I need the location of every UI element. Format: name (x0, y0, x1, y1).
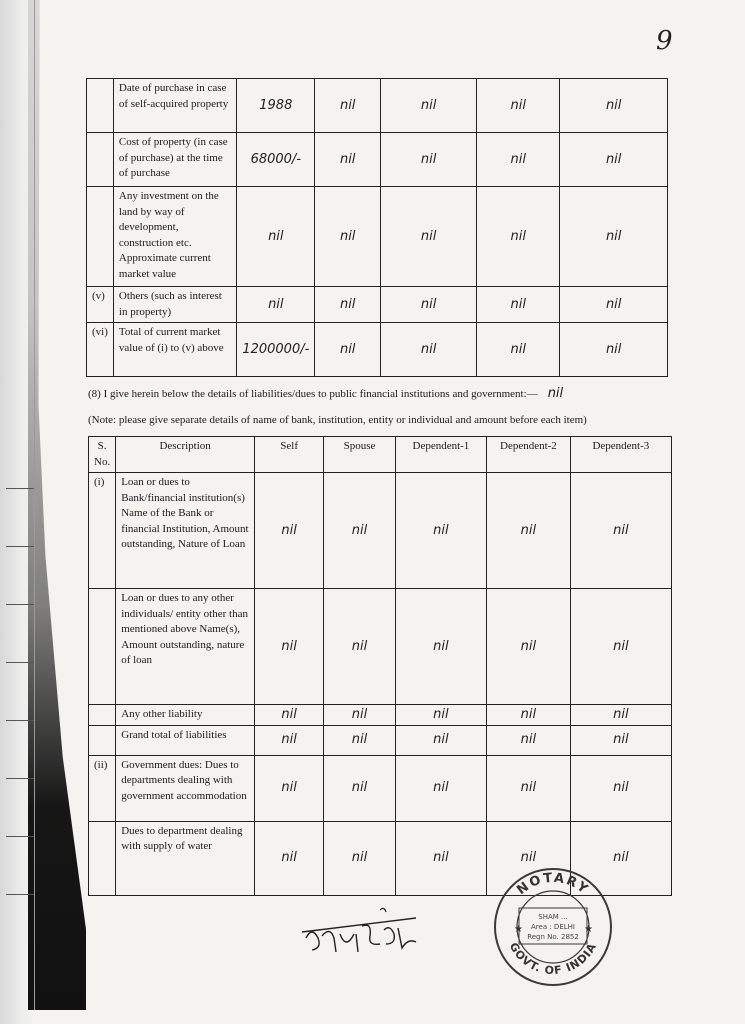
row-description: Any other liability (116, 705, 255, 726)
row-description: Loan or dues to Bank/financial institution(s) Name of the Bank or financial Institution, Amount outstanding, Nature of Loan (116, 473, 255, 589)
handwritten-value: nil (570, 705, 671, 726)
margin-tick (6, 662, 34, 663)
row-number (89, 589, 116, 705)
handwritten-value: nil (395, 589, 486, 705)
column-header: Dependent-1 (395, 437, 486, 473)
section-8-heading-text: (8) I give herein below the details of liabilities/dues to public financial institutions and government:— (88, 388, 538, 400)
row-number (89, 725, 116, 755)
notary-stamp (492, 866, 614, 988)
handwritten-value: nil (487, 705, 571, 726)
handwritten-value: nil (324, 589, 395, 705)
liabilities-table-row (89, 473, 672, 589)
handwritten-value: nil (487, 821, 571, 895)
handwritten-value: nil (381, 133, 477, 187)
handwritten-value: nil (315, 323, 381, 377)
handwritten-value: nil (487, 589, 571, 705)
stamp-name: SHAM ... (538, 913, 568, 921)
handwritten-value: nil (477, 133, 560, 187)
handwritten-value: nil (255, 589, 324, 705)
section-8-note: (Note: please give separate details of name of bank, institution, entity or individual and amount before each item) (88, 414, 587, 426)
handwritten-value: nil (315, 287, 381, 323)
handwritten-value: nil (381, 79, 477, 133)
handwritten-value: nil (395, 821, 486, 895)
row-number: (ii) (89, 755, 116, 821)
handwritten-value: nil (395, 725, 486, 755)
handwritten-value: nil (237, 287, 315, 323)
row-number (87, 187, 114, 287)
handwritten-value: nil (487, 725, 571, 755)
column-header: Dependent-2 (487, 437, 571, 473)
liabilities-table-row (89, 725, 672, 755)
handwritten-value: nil (315, 133, 381, 187)
column-header: Self (255, 437, 324, 473)
handwritten-value: nil (324, 473, 395, 589)
assets-table-row (87, 187, 668, 287)
handwritten-value: nil (570, 821, 671, 895)
stamp-star-icon: ★ (514, 924, 523, 935)
assets-table-row (87, 287, 668, 323)
liabilities-table-row (89, 705, 672, 726)
row-description: Grand total of liabilities (116, 725, 255, 755)
handwritten-value: nil (477, 287, 560, 323)
margin-tick (6, 546, 34, 547)
handwritten-value: nil (560, 133, 668, 187)
handwritten-value: nil (560, 287, 668, 323)
assets-table-row (87, 133, 668, 187)
margin-rule (34, 0, 35, 1010)
row-description: Date of purchase in case of self-acquired property (113, 79, 236, 133)
assets-table (86, 78, 668, 377)
assets-table-row (87, 79, 668, 133)
handwritten-value: nil (487, 473, 571, 589)
column-header: Dependent-3 (570, 437, 671, 473)
liabilities-table-row (89, 755, 672, 821)
liabilities-table (88, 436, 672, 899)
handwritten-value: nil (381, 323, 477, 377)
handwritten-value: nil (487, 755, 571, 821)
row-number (87, 133, 114, 187)
row-description: Loan or dues to any other individuals/ entity other than mentioned above Name(s), Amount outstanding, nature of loan (116, 589, 255, 705)
handwritten-value: nil (255, 705, 324, 726)
row-number: (vi) (87, 323, 114, 377)
column-header: Description (116, 437, 255, 473)
handwritten-value: nil (395, 473, 486, 589)
handwritten-value: nil (570, 589, 671, 705)
handwritten-value: nil (560, 323, 668, 377)
handwritten-value: nil (315, 187, 381, 287)
handwritten-value: 68000/- (237, 133, 315, 187)
row-number (87, 79, 114, 133)
margin-tick (6, 894, 34, 895)
handwritten-value: nil (324, 705, 395, 726)
handwritten-value: nil (255, 755, 324, 821)
section-8-heading (88, 386, 563, 401)
column-header: S. No. (89, 437, 116, 473)
row-description: Government dues: Dues to departments dealing with government accommodation (116, 755, 255, 821)
assets-table-row (87, 323, 668, 377)
margin-tick (6, 488, 34, 489)
row-number (89, 705, 116, 726)
handwritten-value: nil (477, 187, 560, 287)
row-number: (v) (87, 287, 114, 323)
handwritten-value: nil (381, 187, 477, 287)
margin-tick (6, 720, 34, 721)
row-description: Dues to department dealing with supply of water (116, 821, 255, 895)
handwritten-value: nil (255, 821, 324, 895)
handwritten-value: nil (477, 79, 560, 133)
handwritten-value: nil (381, 287, 477, 323)
section-8-heading-value: nil (547, 386, 564, 401)
handwritten-value: nil (570, 725, 671, 755)
handwritten-value: nil (237, 187, 315, 287)
handwritten-value: nil (255, 725, 324, 755)
margin-tick (6, 604, 34, 605)
row-number (89, 821, 116, 895)
handwritten-value: nil (570, 473, 671, 589)
handwritten-value: nil (324, 725, 395, 755)
page-number: 9 (656, 26, 673, 56)
stamp-top-text: NOTARY (514, 870, 592, 899)
liabilities-table-row (89, 589, 672, 705)
liabilities-table-header-row (89, 437, 672, 473)
column-header: Spouse (324, 437, 395, 473)
stamp-regn: Regn No. 2852 (527, 933, 579, 941)
row-description: Others (such as interest in property) (113, 287, 236, 323)
row-description: Any investment on the land by way of development, construction etc. Approximate current market value (113, 187, 236, 287)
handwritten-signature (296, 904, 444, 966)
stamp-star-icon: ★ (584, 924, 593, 935)
handwritten-value: nil (395, 755, 486, 821)
liabilities-table-body (89, 473, 672, 899)
margin-tick (6, 836, 34, 837)
handwritten-value: nil (324, 821, 395, 895)
stamp-area: Area : DELHI (531, 923, 575, 931)
handwritten-value: nil (477, 323, 560, 377)
handwritten-value: nil (315, 79, 381, 133)
handwritten-value: 1988 (237, 79, 315, 133)
row-description: Cost of property (in case of purchase) at the time of purchase (113, 133, 236, 187)
handwritten-value: nil (560, 79, 668, 133)
stamp-bottom-text: GOVT. OF INDIA (506, 940, 600, 978)
handwritten-value: nil (255, 473, 324, 589)
margin-tick (6, 778, 34, 779)
handwritten-value: nil (560, 187, 668, 287)
handwritten-value: 1200000/- (237, 323, 315, 377)
notary-seal-icon (492, 866, 614, 988)
assets-table-body (87, 79, 668, 377)
row-description: Total of current market value of (i) to (v) above (113, 323, 236, 377)
handwritten-value: nil (395, 705, 486, 726)
handwritten-value: nil (324, 755, 395, 821)
scan-shadow (28, 0, 86, 1010)
handwritten-value: nil (570, 755, 671, 821)
row-number: (i) (89, 473, 116, 589)
